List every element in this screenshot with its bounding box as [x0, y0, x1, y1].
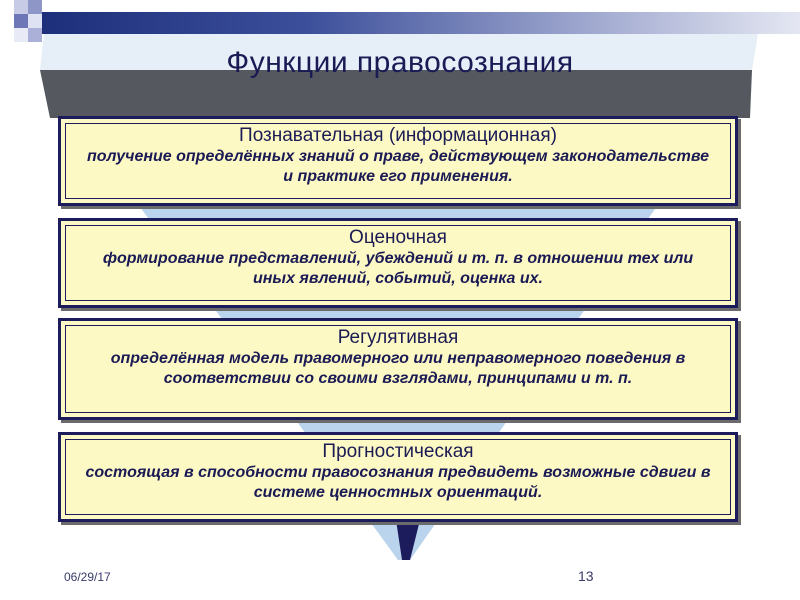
- page-title: Функции правосознания: [226, 46, 574, 79]
- function-box-evaluative: [58, 218, 738, 308]
- function-description: формирование представлений, убеждений и т. п. в отношении тех или иных явлений, событий, оценка их.: [102, 250, 694, 287]
- slide-number: 13: [578, 568, 594, 584]
- box-inner-border: [65, 123, 731, 199]
- function-box-prognostic: [58, 432, 738, 522]
- slide-date: 06/29/17: [64, 570, 111, 584]
- box-inner-border: [65, 225, 731, 301]
- function-description: получение определённых знаний о праве, действующем законодательстве и практике его применения.: [86, 148, 710, 185]
- function-description: состоящая в способности правосознания предвидеть возможные сдвиги в системе ценностных ориентаций.: [85, 464, 711, 501]
- function-name: Прогностическая: [322, 441, 474, 462]
- box-inner-border: [65, 439, 731, 515]
- function-description: определённая модель правомерного или неправомерного поведения в соответствии со своими взглядами, принципами и т. п.: [110, 350, 686, 387]
- box-inner-border: [65, 325, 731, 413]
- function-box-cognitive: [58, 116, 738, 206]
- function-name: Регулятивная: [337, 327, 459, 348]
- function-box-regulatory: [58, 318, 738, 420]
- function-name: Оценочная: [349, 227, 447, 248]
- function-name: Познавательная (информационная): [239, 125, 557, 146]
